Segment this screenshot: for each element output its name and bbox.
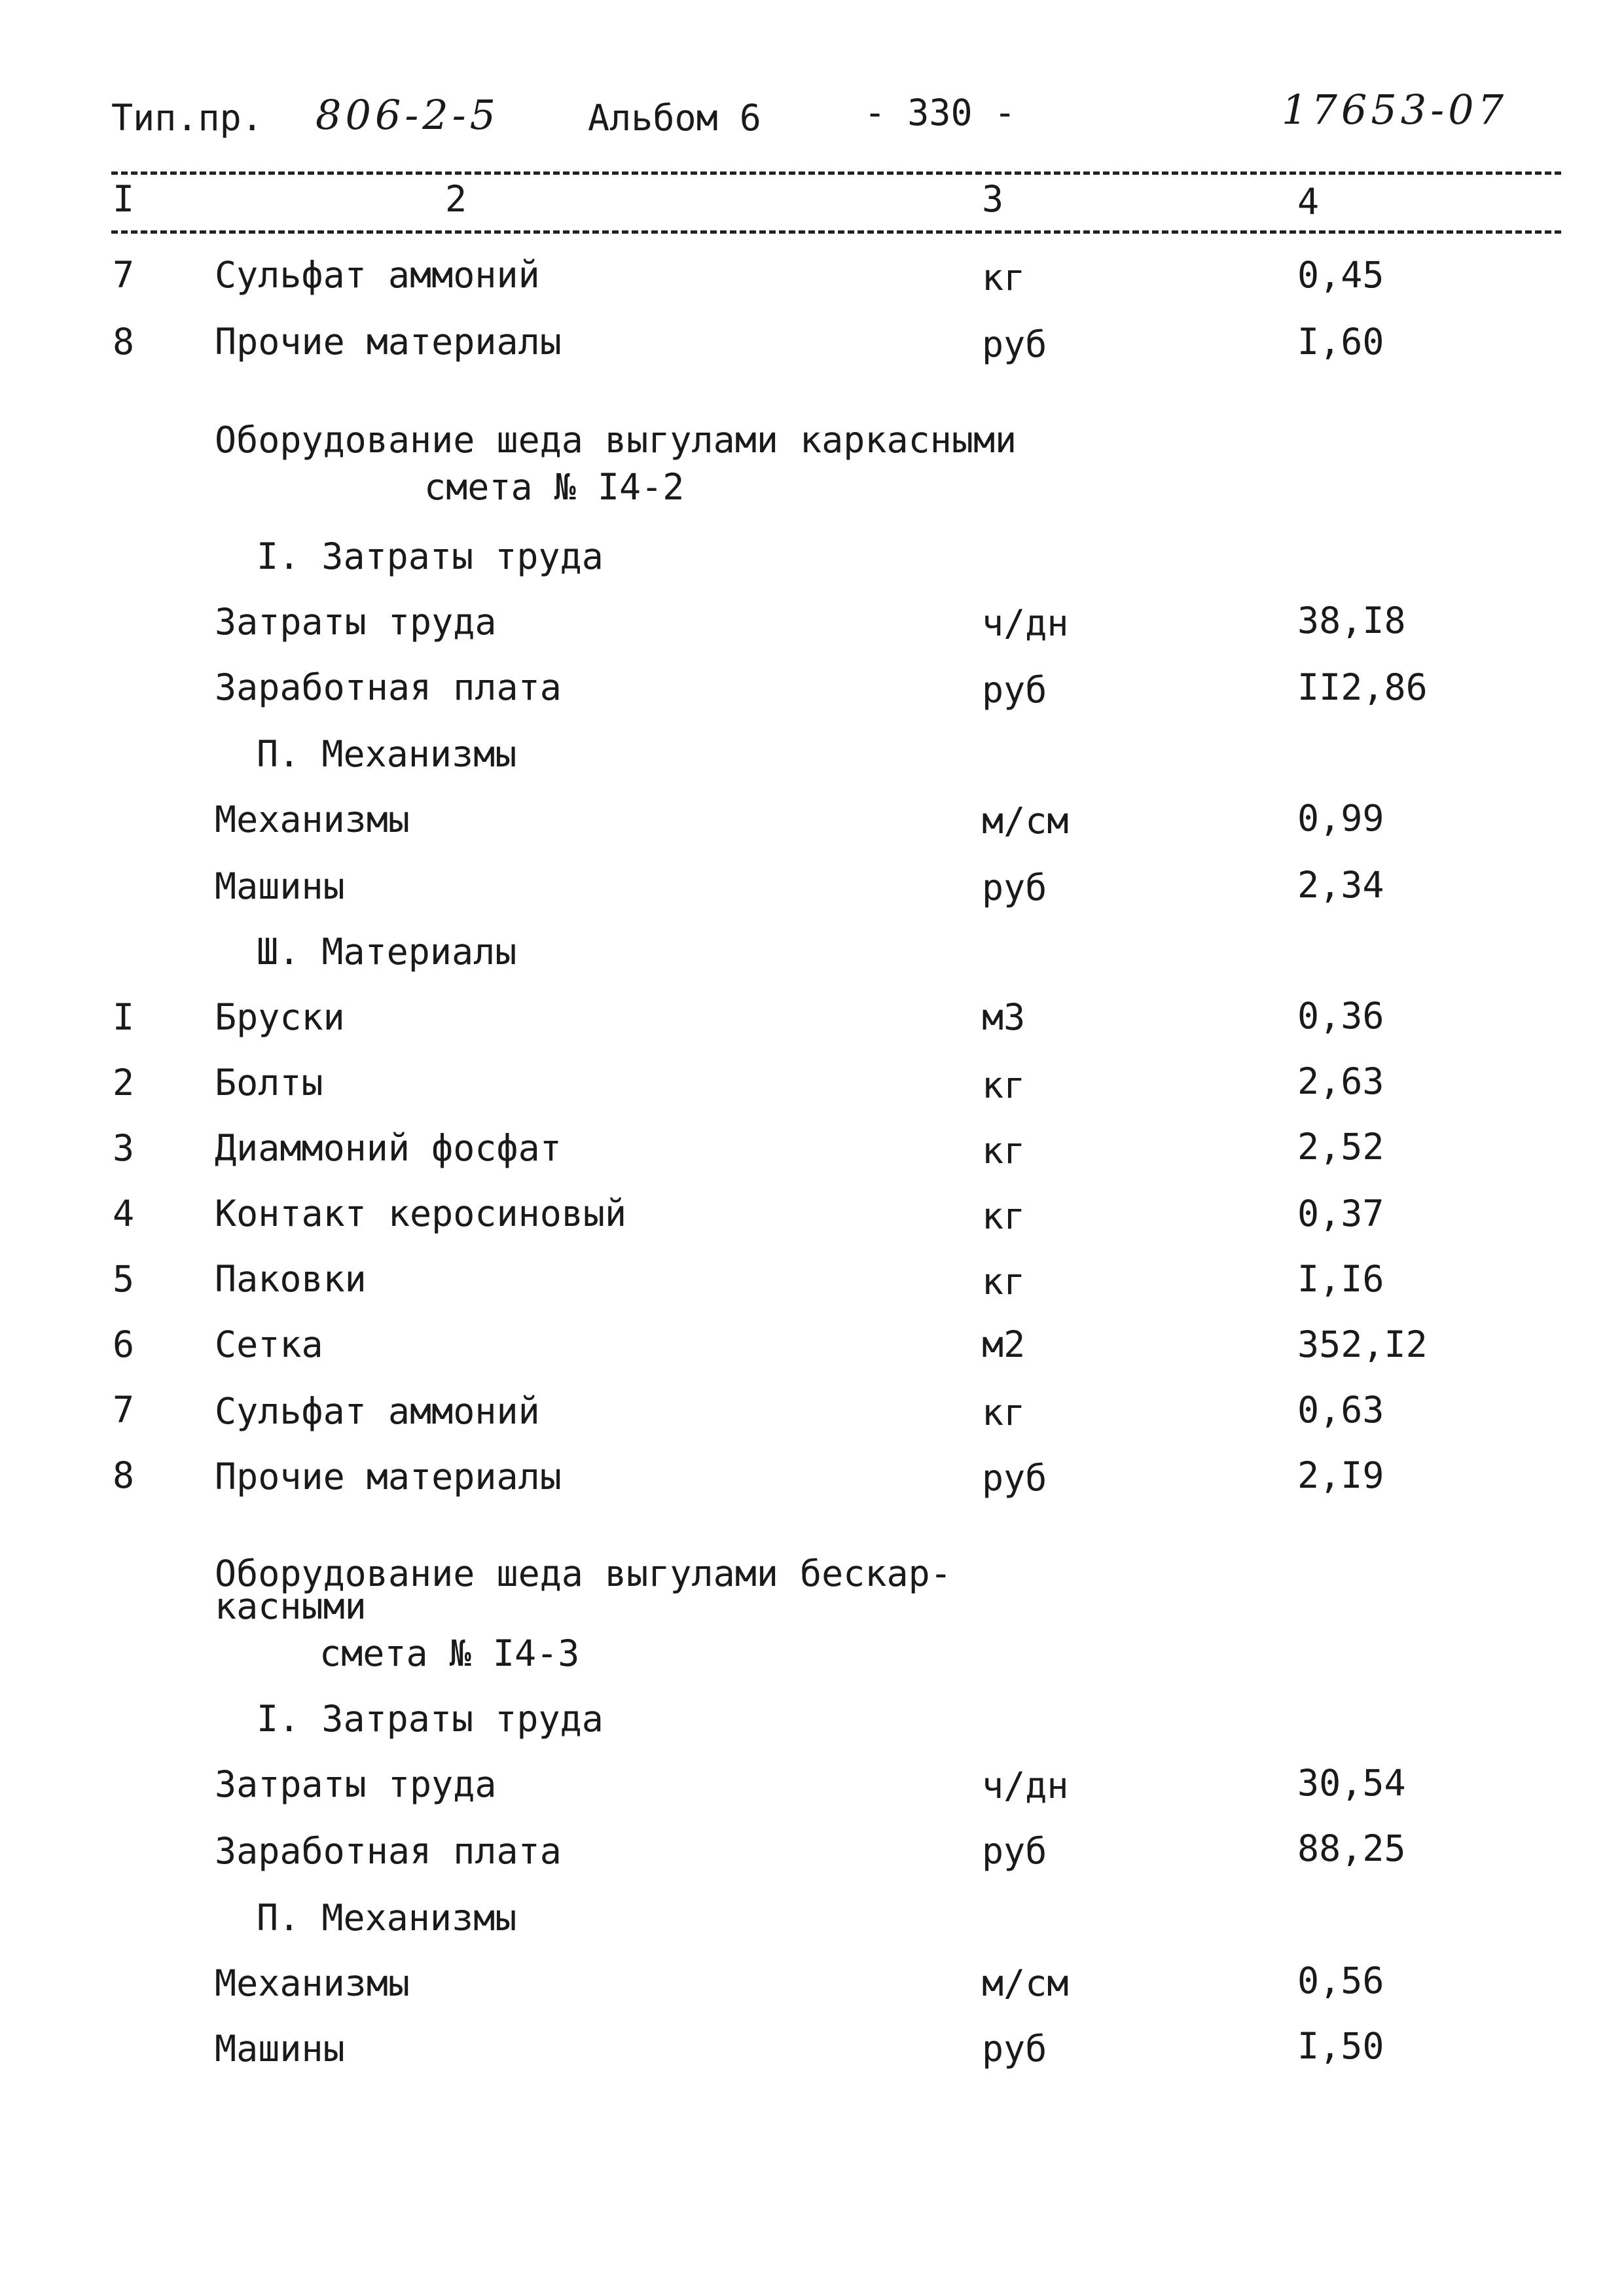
row-name: Машины <box>215 2028 345 2070</box>
row-unit: м3 <box>982 996 1026 1038</box>
row-unit: кг <box>982 1064 1026 1106</box>
row-name: Сетка <box>215 1323 323 1365</box>
column-header-1: I <box>113 178 135 220</box>
row-name: Паковки <box>215 1258 367 1300</box>
row-value: II2,86 <box>1297 666 1428 708</box>
column-header-2: 2 <box>445 178 467 220</box>
row-name: Прочие материалы <box>215 1456 562 1498</box>
row-value: 0,45 <box>1297 254 1384 296</box>
row-name: Механизмы <box>215 1962 410 2004</box>
row-name: Заработная плата <box>215 666 562 708</box>
row-value: I,60 <box>1297 321 1384 363</box>
header-album: Альбом 6 <box>588 97 761 139</box>
row-value: 352,I2 <box>1297 1323 1428 1365</box>
header-tip-label: Тип.пр. <box>111 97 263 139</box>
row-value: 0,63 <box>1297 1389 1384 1431</box>
row-unit: руб <box>982 1830 1047 1872</box>
column-header-4: 4 <box>1297 181 1320 223</box>
row-unit: руб <box>982 1457 1047 1499</box>
row-value: I,50 <box>1297 2025 1384 2067</box>
row-unit: кг <box>982 1195 1026 1237</box>
row-number: 8 <box>113 321 135 363</box>
header-divider-bottom <box>111 230 1561 234</box>
row-name: Сульфат аммоний <box>215 254 540 296</box>
row-value: 2,I9 <box>1297 1454 1384 1496</box>
row-name: Механизмы <box>215 799 410 840</box>
section2-title-line2: касными <box>215 1585 367 1627</box>
section1-title-line1: Оборудование шеда выгулами каркасными <box>215 419 1017 461</box>
row-unit: кг <box>982 1392 1026 1433</box>
row-value: 88,25 <box>1297 1827 1406 1869</box>
header-divider-top <box>111 171 1561 175</box>
header-doc-number: 17653-07 <box>1282 86 1508 134</box>
section1-title-line2: смета № I4-2 <box>424 466 685 508</box>
row-unit: руб <box>982 669 1047 711</box>
row-name: Сульфат аммоний <box>215 1390 540 1432</box>
row-name: Машины <box>215 865 345 907</box>
row-number: 7 <box>113 1389 135 1431</box>
section2-mech-heading: П. Механизмы <box>257 1897 517 1939</box>
row-unit: м/см <box>982 800 1069 842</box>
row-value: 0,37 <box>1297 1193 1384 1234</box>
row-unit: м2 <box>982 1323 1026 1365</box>
section1-mech-heading: П. Механизмы <box>257 733 517 775</box>
row-number: 2 <box>113 1062 135 1104</box>
row-number: 6 <box>113 1323 135 1365</box>
row-unit: кг <box>982 1261 1026 1302</box>
row-name: Затраты труда <box>215 601 497 643</box>
row-value: 2,34 <box>1297 864 1384 906</box>
row-name: Диаммоний фосфат <box>215 1127 562 1169</box>
row-unit: руб <box>982 323 1047 365</box>
row-name: Затраты труда <box>215 1763 497 1805</box>
header-project-number: 806-2-5 <box>316 91 500 139</box>
section2-title-line1: Оборудование шеда выгулами бескар- <box>215 1553 952 1594</box>
row-value: 0,99 <box>1297 797 1384 839</box>
section2-title-line3: смета № I4-3 <box>319 1632 580 1674</box>
row-name: Прочие материалы <box>215 321 562 363</box>
row-number: 3 <box>113 1127 135 1169</box>
row-number: 5 <box>113 1258 135 1300</box>
row-value: I,I6 <box>1297 1258 1384 1300</box>
header-page-number: - 330 - <box>864 92 1016 134</box>
row-value: 2,52 <box>1297 1126 1384 1168</box>
row-name: Болты <box>215 1062 323 1104</box>
section1-materials-heading: Ш. Материалы <box>257 931 517 973</box>
row-unit: кг <box>982 1130 1026 1172</box>
row-value: 2,63 <box>1297 1060 1384 1102</box>
row-name: Контакт керосиновый <box>215 1193 627 1234</box>
row-name: Бруски <box>215 996 345 1038</box>
row-unit: ч/дн <box>982 1765 1069 1806</box>
row-value: 0,56 <box>1297 1960 1384 2002</box>
row-name: Заработная плата <box>215 1830 562 1872</box>
row-unit: м/см <box>982 1962 1069 2004</box>
row-value: 30,54 <box>1297 1762 1406 1804</box>
section2-labor-heading: I. Затраты труда <box>257 1698 604 1740</box>
row-unit: кг <box>982 257 1026 298</box>
row-number: I <box>113 996 135 1038</box>
row-unit: руб <box>982 867 1047 908</box>
section1-labor-heading: I. Затраты труда <box>257 535 604 577</box>
row-value: 38,I8 <box>1297 600 1406 641</box>
row-number: 8 <box>113 1454 135 1496</box>
row-number: 7 <box>113 254 135 296</box>
row-unit: ч/дн <box>982 602 1069 644</box>
row-value: 0,36 <box>1297 995 1384 1037</box>
row-number: 4 <box>113 1193 135 1234</box>
row-unit: руб <box>982 2028 1047 2070</box>
column-header-3: 3 <box>982 178 1004 220</box>
